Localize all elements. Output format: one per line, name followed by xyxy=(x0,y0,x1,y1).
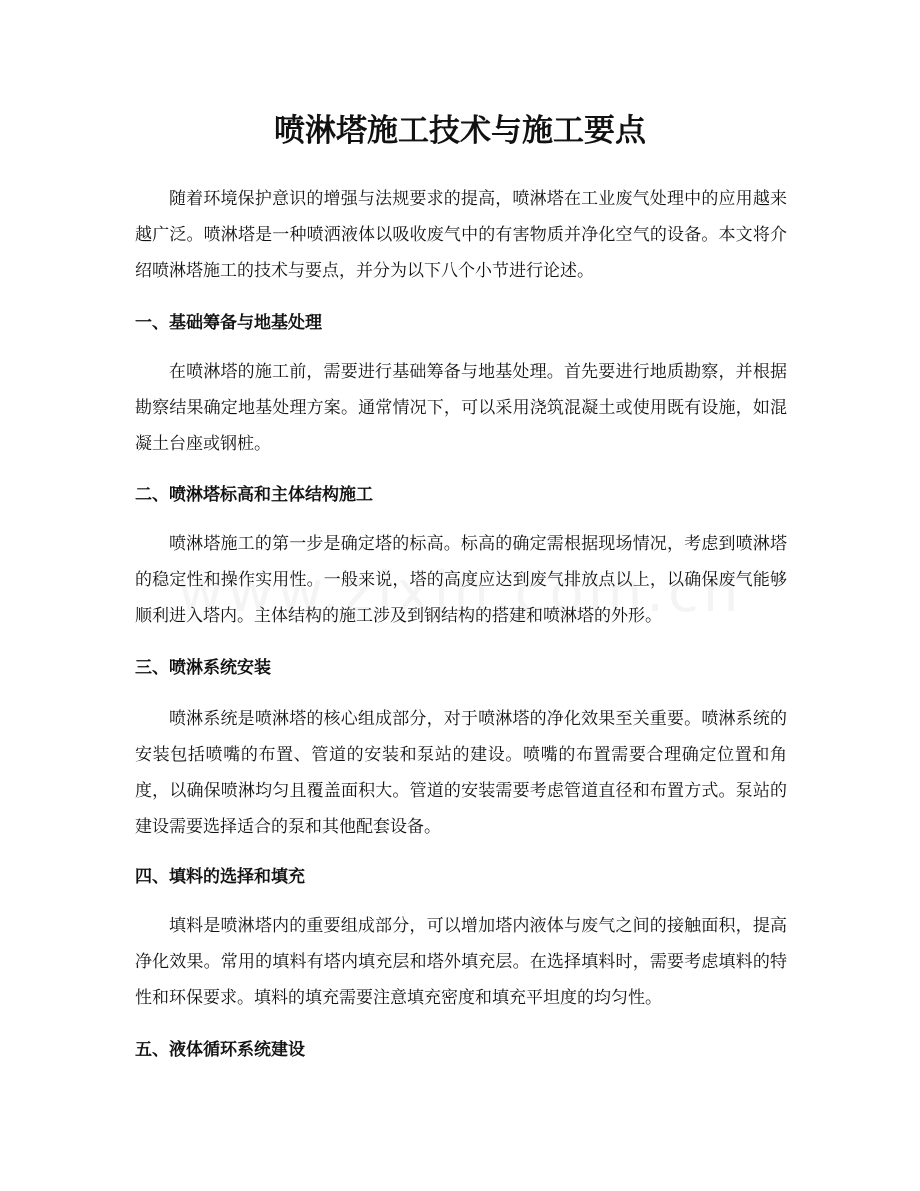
section-heading-2: 二、喷淋塔标高和主体结构施工 xyxy=(135,485,373,505)
intro-paragraph: 随着环境保护意识的增强与法规要求的提高，喷淋塔在工业废气处理中的应用越来越广泛。喷淋塔是一种喷洒液体以吸收废气中的有害物质并净化空气的设备。本文将介绍喷淋塔施工的技术与要点，并分为以下八个小节进行论述。 xyxy=(135,189,787,281)
section-body-3: 喷淋系统是喷淋塔的核心组成部分，对于喷淋塔的净化效果至关重要。喷淋系统的安装包括喷嘴的布置、管道的安装和泵站的建设。喷嘴的布置需要合理确定位置和角度，以确保喷淋均匀且覆盖面积大。管道的安装需要考虑管道直径和布置方式。泵站的建设需要选择适合的泵和其他配套设备。 xyxy=(135,709,787,837)
section-heading-5: 五、液体循环系统建设 xyxy=(135,1040,305,1060)
section-body-2: 喷淋塔施工的第一步是确定塔的标高。标高的确定需根据现场情况，考虑到喷淋塔的稳定性和操作实用性。一般来说，塔的高度应达到废气排放点以上，以确保废气能够顺利进入塔内。主体结构的施工涉及到钢结构的搭建和喷淋塔的外形。 xyxy=(135,534,787,626)
section-body-1: 在喷淋塔的施工前，需要进行基础筹备与地基处理。首先要进行地质勘察，并根据勘察结果确定地基处理方案。通常情况下，可以采用浇筑混凝土或使用既有设施，如混凝土台座或钢桩。 xyxy=(135,362,787,454)
document-title: 喷淋塔施工技术与施工要点 xyxy=(274,113,646,149)
section-heading-1: 一、基础筹备与地基处理 xyxy=(135,313,322,333)
section-heading-3: 三、喷淋系统安装 xyxy=(135,658,271,678)
section-heading-4: 四、填料的选择和填充 xyxy=(135,867,305,887)
section-body-4: 填料是喷淋塔内的重要组成部分，可以增加塔内液体与废气之间的接触面积，提高净化效果。常用的填料有塔内填充层和塔外填充层。在选择填料时，需要考虑填料的特性和环保要求。填料的填充需要注意填充密度和填充平坦度的均匀性。 xyxy=(135,916,787,1008)
